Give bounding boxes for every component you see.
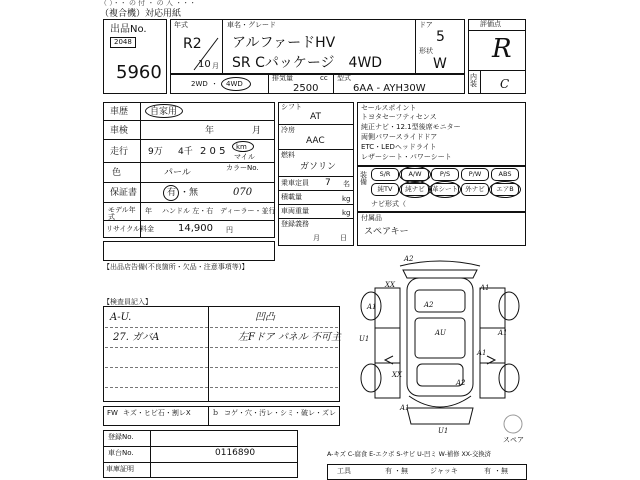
tools-none: ・無 — [394, 467, 408, 475]
cond-b-label: ｂ — [212, 409, 219, 417]
accessories-box — [357, 212, 526, 246]
equip-aw: A/W — [401, 168, 429, 181]
capacity-label: 乗車定員 — [281, 179, 309, 187]
chassis-value: 0116890 — [215, 448, 256, 458]
model-label: 車名・グレード — [227, 21, 276, 29]
interior-label: 内装 — [470, 73, 477, 88]
jack-none: ・無 — [494, 467, 508, 475]
shaken-year-unit: 年 — [205, 126, 215, 136]
damage-mark: U1 — [438, 427, 449, 435]
doors-value: 5 — [436, 29, 445, 45]
cond-b-text: コゲ・穴・汚レ・シミ・破レ・ズレ — [224, 409, 336, 417]
ac-value: AAC — [306, 136, 325, 146]
jack-label: ジャッキ — [430, 467, 458, 475]
model-year-unit: 年 — [145, 207, 152, 215]
ac-label: 冷房 — [281, 126, 295, 134]
drive-4wd: 4WD — [226, 80, 243, 88]
year-month-unit: 月 — [212, 62, 219, 70]
damage-mark: A1 — [400, 404, 410, 412]
model-grade: SR Cパッケージ 4WD — [232, 55, 383, 71]
shift-value: AT — [310, 112, 321, 122]
doors-label: ドア — [419, 21, 433, 29]
notes-label: 【出品店告備(不良箇所・欠品・注意事項等)】 — [103, 263, 249, 271]
weight-label: 車両重量 — [281, 207, 309, 215]
reg-no-label: 登録No. — [108, 433, 134, 441]
sale-point-3: 両側パワースライドドア — [361, 133, 438, 141]
navi-type-label: ナビ形式（ — [371, 200, 406, 208]
shape-value: W — [433, 56, 447, 72]
warranty-circle — [163, 185, 179, 201]
keeping-label: 車庫証明 — [106, 465, 134, 473]
damage-mark: A1 — [498, 329, 508, 337]
color-value: パール — [164, 168, 191, 178]
recycle-label: リサイクル料金 — [106, 225, 155, 233]
capacity-unit: 名 — [343, 180, 350, 188]
warranty-none: ・無 — [180, 188, 199, 198]
accessories-label: 付属品 — [361, 214, 382, 222]
lot-number: 5960 — [116, 62, 162, 83]
equip-airbag-circle — [489, 181, 521, 198]
engine-unit: cc — [320, 74, 328, 82]
mileage-sen: 4千 — [178, 147, 193, 157]
reg-label: 登録義務 — [281, 220, 309, 228]
recycle-unit: 円 — [226, 226, 233, 234]
lot-sub-number: 2048 — [110, 37, 136, 48]
damage-mark: XX — [385, 281, 395, 289]
jack-has: 有 — [484, 467, 491, 475]
lot-box — [103, 19, 167, 94]
inspector-line1-a: A-U. — [110, 312, 132, 323]
notes-box — [103, 241, 275, 261]
equip-ext-navi: 外ナビ — [461, 183, 489, 196]
score-value: R — [492, 34, 512, 64]
car-damage-diagram — [345, 248, 535, 448]
engine-value: 2500 — [293, 83, 319, 94]
damage-mark: A1 — [477, 349, 487, 357]
shape-label: 形状 — [419, 47, 433, 55]
history-value: 自家用 — [150, 107, 178, 117]
drive-4wd-circle — [221, 77, 251, 91]
mileage-sub: マイル — [234, 153, 255, 161]
spare-label: スペア — [503, 436, 524, 444]
fuel-label: 燃料 — [281, 151, 295, 159]
type-label: 型式 — [337, 74, 351, 82]
damage-mark: A2 — [404, 255, 414, 263]
model-name: アルファードHV — [232, 35, 336, 51]
equip-ps: P/S — [431, 168, 459, 181]
sale-points-label: セールスポイント — [361, 104, 417, 112]
equip-navi-circle — [399, 181, 431, 198]
recycle-value: 14,900 — [178, 223, 213, 234]
mileage-man: 9万 — [148, 147, 163, 157]
sale-point-2: 純正ナビ・12.1型後席モニター — [361, 123, 461, 131]
equip-tv: 純TV — [371, 183, 399, 196]
equip-pw: P/W — [461, 168, 489, 181]
capacity-value: 7 — [325, 178, 331, 188]
fuel-value: ガソリン — [300, 162, 337, 172]
damage-mark: A2 — [456, 379, 466, 387]
sale-point-5: レザーシート・パワーシート — [361, 153, 452, 161]
inspector-label: 【検査員記入】 — [103, 298, 152, 306]
damage-mark: XX — [392, 371, 402, 379]
interior-value: C — [500, 77, 510, 91]
color-no-label: カラーNo. — [226, 164, 259, 172]
year-month: 10 — [198, 59, 211, 70]
damage-mark: A1 — [480, 284, 490, 292]
inspector-line2-a: 27. ガバA — [113, 332, 160, 343]
sale-point-4: ETC・LEDヘッドライト — [361, 143, 437, 151]
inspector-line1-b: 凹凸 — [255, 312, 275, 323]
year-era: R2 — [183, 36, 202, 52]
equip-navi: 純ナビ — [401, 183, 429, 196]
equip-leather: 革シート — [431, 183, 459, 196]
equip-abs: ABS — [491, 168, 519, 181]
damage-mark: A1 — [367, 303, 377, 311]
tools-label: 工具 — [337, 467, 351, 475]
mileage-label: 走行 — [110, 147, 129, 157]
shaken-label: 車検 — [110, 126, 129, 136]
type-value: 6AA - AYH30W — [353, 83, 426, 94]
engine-label: 排気量 — [272, 74, 293, 82]
sheet-subtitle: （複合機）対応用紙 — [100, 9, 182, 19]
mileage-unit-circle — [232, 141, 254, 152]
warranty-has: 有 — [167, 188, 177, 198]
inspector-line2-b: 左Fドア パネル 不可主 — [238, 332, 341, 343]
lot-label: 出品No. — [110, 24, 147, 35]
reg-day: 日 — [340, 234, 347, 242]
history-label: 車歴 — [110, 107, 129, 117]
sale-points-box — [357, 102, 526, 166]
accessories-value: スペアキー — [364, 227, 409, 237]
chassis-label: 車台No. — [108, 449, 134, 457]
reg-month: 月 — [313, 234, 320, 242]
load-label: 積載量 — [281, 193, 302, 201]
cond-fw-label: FW — [107, 409, 118, 417]
drive-2wd: 2WD — [191, 80, 208, 88]
tools-has: 有 — [385, 467, 392, 475]
history-circle — [145, 104, 183, 118]
model-year-label: モデル年式 — [108, 206, 136, 221]
equip-airbag: エアB — [491, 183, 519, 196]
year-label: 年式 — [174, 21, 188, 29]
damage-mark: AU — [435, 329, 446, 337]
shift-label: シフト — [281, 103, 302, 111]
cond-fw-text: キズ・ヒビ石・割レX — [123, 409, 191, 417]
equip-sr: S/R — [371, 168, 399, 181]
equip-leather-circle — [429, 181, 461, 198]
damage-mark: U1 — [359, 335, 370, 343]
damage-legend: A-キズ C-腐食 E-エクボ S-サビ U-凹ミ W-補修 XX-交換済 — [327, 451, 491, 458]
weight-unit: kg — [342, 209, 351, 217]
mileage-unit: km — [236, 143, 247, 151]
color-label: 色 — [112, 168, 122, 178]
handle-label: ハンドル 左・右 — [162, 207, 214, 215]
mileage-digits: 2 0 5 — [200, 146, 226, 157]
dealer-label: ディーラー・並行 — [220, 207, 276, 215]
score-label: 評価点 — [480, 20, 501, 28]
shaken-month-unit: 月 — [252, 126, 262, 136]
damage-mark: A2 — [424, 301, 434, 309]
warranty-note: 070 — [233, 187, 253, 198]
header-cut-text: （ ）・・ の 付 ・ の 入 ・・・ — [100, 0, 197, 7]
warranty-label: 保証書 — [110, 188, 138, 198]
sale-point-1: トヨタセーフティセンス — [361, 113, 437, 121]
equipment-label: 装備 — [360, 171, 367, 186]
load-unit: kg — [342, 195, 351, 203]
